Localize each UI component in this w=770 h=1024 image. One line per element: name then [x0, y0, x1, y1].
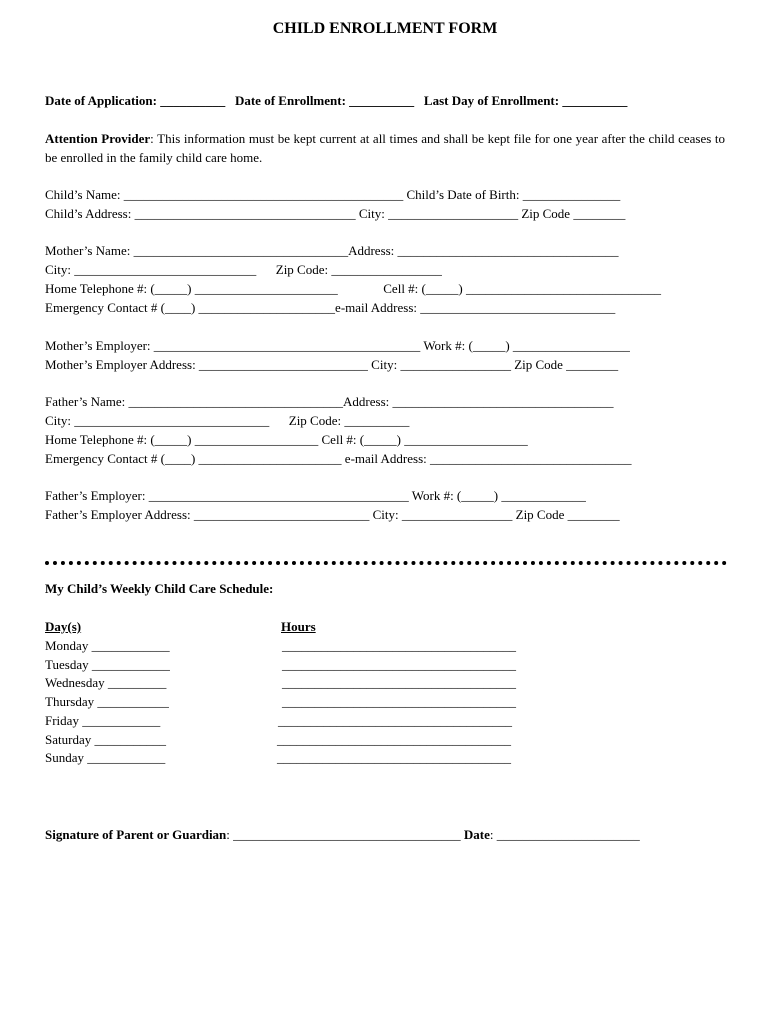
attention-provider-label: Attention Provider [45, 131, 151, 146]
father-phone-field[interactable]: Home Telephone #: (_____) ___________________ Cell #: (_____) ___________________ [45, 432, 528, 447]
schedule-hours-field[interactable]: ____________________________________ [282, 694, 516, 710]
child-address-field[interactable]: Child’s Address: __________________________________ City: ____________________ Zip Code ________ [45, 206, 626, 221]
schedule-hours-field[interactable]: ____________________________________ [277, 750, 511, 766]
form-title: CHILD ENROLLMENT FORM [272, 20, 498, 37]
mother-employer-address-field[interactable]: Mother’s Employer Address: __________________________ City: _________________ Zip Code ________ [45, 357, 619, 372]
father-employer-address-field[interactable]: Father’s Employer Address: ___________________________ City: _________________ Zip Code ________ [45, 507, 620, 522]
schedule-hours-field[interactable]: ____________________________________ [282, 638, 516, 653]
attention-provider-text: : This information must be kept current at all times and shall be kept file for one year after the child ceases to be enrolled in the family child care home. [45, 131, 725, 165]
date-of-enrollment-field[interactable]: Date of Enrollment: __________ [234, 93, 415, 108]
child-name-field[interactable]: Child’s Name: ___________________________________________ Child’s Date of Birth: _______________ [45, 187, 621, 202]
father-name-field[interactable]: Father’s Name: _________________________________Address: __________________________________ [45, 394, 614, 409]
schedule-heading: My Child’s Weekly Child Care Schedule: [45, 581, 274, 596]
schedule-day-field[interactable]: Monday ____________ [45, 638, 170, 653]
date-of-application-field[interactable]: Date of Application: __________ [45, 93, 226, 108]
schedule-day-field[interactable]: Tuesday ____________ [45, 656, 170, 672]
signature-date-label: Date [463, 827, 490, 842]
last-day-of-enrollment-field[interactable]: Last Day of Enrollment: __________ [423, 93, 628, 108]
mother-name-field[interactable]: Mother’s Name: _________________________________Address: __________________________________ [45, 243, 619, 258]
schedule-hours-field[interactable]: ____________________________________ [278, 712, 512, 728]
schedule-day-field[interactable]: Friday ____________ [45, 712, 161, 728]
hours-column-header: Hours [281, 619, 316, 634]
attention-provider-notice [45, 129, 725, 167]
dates-row [45, 93, 627, 109]
father-emergency-field[interactable]: Emergency Contact # (____) ______________________ e-mail Address: _______________________________ [45, 451, 632, 466]
schedule-day-field[interactable]: Wednesday _________ [45, 675, 167, 691]
mother-emergency-field[interactable]: Emergency Contact # (____) _____________________e-mail Address: ______________________________ [45, 300, 616, 315]
days-column-header: Day(s) [45, 619, 82, 634]
signature-row [45, 827, 640, 843]
schedule-day-field[interactable]: Thursday ___________ [45, 694, 169, 710]
signature-label: Signature of Parent or Guardian [45, 827, 227, 842]
schedule-hours-field[interactable]: ____________________________________ [282, 675, 516, 691]
schedule-day-field[interactable]: Sunday ____________ [45, 750, 166, 766]
mother-city-field[interactable]: City: ____________________________ Zip Code: _________________ [45, 262, 442, 277]
section-divider [45, 561, 727, 565]
father-employer-field[interactable]: Father’s Employer: ________________________________________ Work #: (_____) _____________ [45, 488, 586, 503]
signature-field[interactable]: : ___________________________________ [226, 827, 464, 842]
mother-phone-field[interactable]: Home Telephone #: (_____) ______________________ Cell #: (_____) ______________________________ [45, 281, 661, 296]
signature-date-field[interactable]: : ______________________ [489, 827, 640, 842]
schedule-hours-field[interactable]: ____________________________________ [277, 731, 511, 747]
father-city-field[interactable]: City: ______________________________ Zip Code: __________ [45, 413, 410, 428]
mother-employer-field[interactable]: Mother’s Employer: _________________________________________ Work #: (_____) __________________ [45, 338, 630, 353]
schedule-day-field[interactable]: Saturday ___________ [45, 731, 166, 747]
schedule-hours-field[interactable]: ____________________________________ [282, 656, 516, 672]
